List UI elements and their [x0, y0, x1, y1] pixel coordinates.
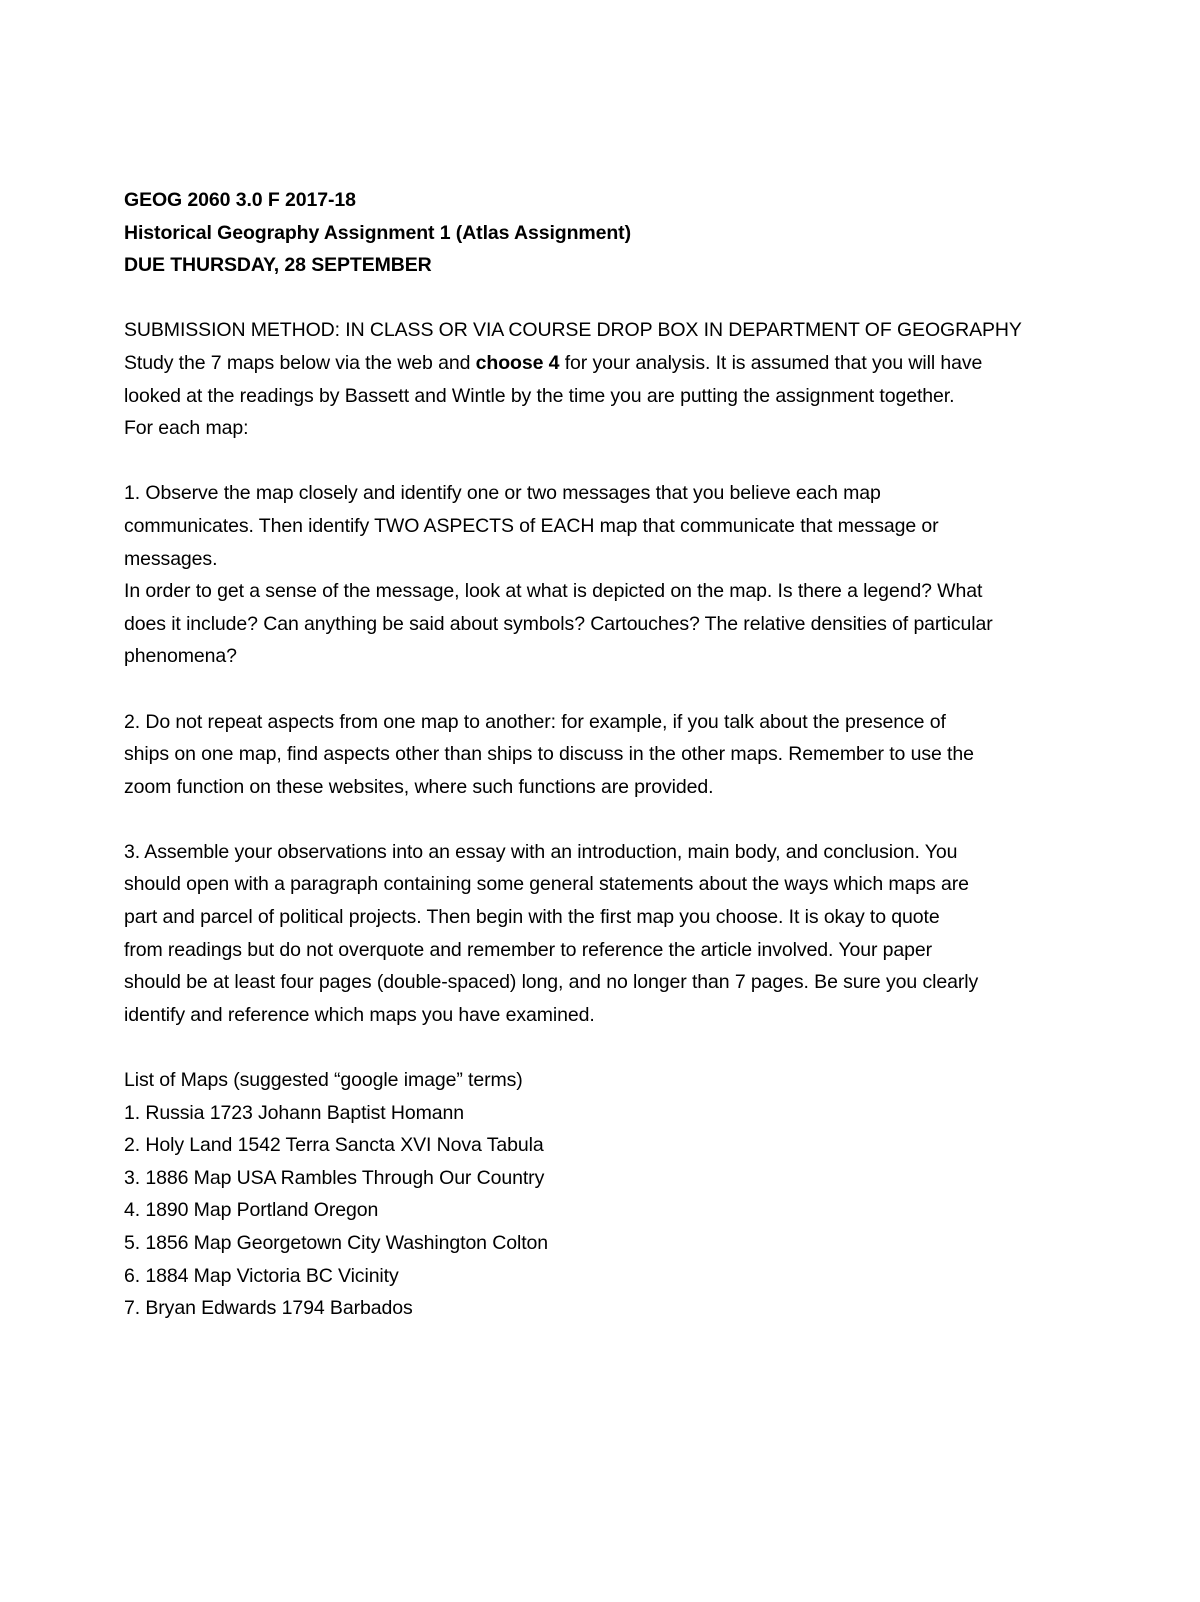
assignment-title: Historical Geography Assignment 1 (Atlas Assignment)	[124, 221, 631, 244]
study-text-pre: Study the 7 maps below via the web and	[124, 351, 476, 374]
instruction-3-line: part and parcel of political projects. Then begin with the first map you choose. It is okay to quote	[124, 906, 940, 929]
due-date: DUE THURSDAY, 28 SEPTEMBER	[124, 254, 432, 277]
instruction-1-line: In order to get a sense of the message, look at what is depicted on the map. Is there a legend? What	[124, 580, 983, 603]
spacer	[124, 673, 1084, 706]
spacer	[124, 282, 1084, 315]
instruction-3-line: from readings but do not overquote and remember to reference the article involved. Your paper	[124, 938, 933, 961]
spacer	[124, 445, 1084, 478]
spacer	[124, 1031, 1084, 1064]
for-each-map: For each map:	[124, 417, 249, 440]
map-list-item: 1. Russia 1723 Johann Baptist Homann	[124, 1101, 465, 1124]
instruction-3-line: 3. Assemble your observations into an essay with an introduction, main body, and conclusion. You	[124, 840, 958, 863]
instruction-1-line: phenomena?	[124, 645, 237, 668]
map-list-heading: List of Maps (suggested “google image” terms)	[124, 1069, 523, 1092]
map-list	[124, 1064, 1084, 1325]
instruction-3-line: should be at least four pages (double-spaced) long, and no longer than 7 pages. Be sure you clearly	[124, 971, 979, 994]
map-list-item: 3. 1886 Map USA Rambles Through Our Country	[124, 1166, 545, 1189]
instruction-2-line: ships on one map, find aspects other than ships to discuss in the other maps. Remember to use the	[124, 743, 974, 766]
study-instruction	[124, 347, 1084, 380]
instruction-1-line: communicates. Then identify TWO ASPECTS of EACH map that communicate that message or	[124, 514, 939, 537]
readings-note: looked at the readings by Bassett and Wintle by the time you are putting the assignment together.	[124, 384, 955, 407]
instruction-1-line: 1. Observe the map closely and identify one or two messages that you believe each map	[124, 482, 881, 505]
document-body	[124, 184, 1084, 1325]
map-list-item: 2. Holy Land 1542 Terra Sancta XVI Nova Tabula	[124, 1134, 544, 1157]
instruction-3	[124, 836, 1084, 1032]
instruction-1	[124, 477, 1084, 673]
study-text-bold: choose 4	[475, 351, 560, 374]
map-list-item: 5. 1856 Map Georgetown City Washington Colton	[124, 1232, 549, 1254]
instruction-1-line: does it include? Can anything be said about symbols? Cartouches? The relative densities of particular	[124, 612, 993, 635]
submission-method: SUBMISSION METHOD: IN CLASS OR VIA COURSE DROP BOX IN DEPARTMENT OF GEOGRAPHY	[124, 319, 1022, 342]
instruction-1-line: messages.	[124, 547, 218, 570]
instruction-2-line: 2. Do not repeat aspects from one map to another: for example, if you talk about the presence of	[124, 710, 946, 733]
instruction-3-line: identify and reference which maps you have examined.	[124, 1003, 595, 1026]
instruction-2-line: zoom function on these websites, where such functions are provided.	[124, 775, 714, 798]
map-list-item: 6. 1884 Map Victoria BC Vicinity	[124, 1264, 399, 1287]
spacer	[124, 803, 1084, 836]
instruction-2	[124, 706, 1084, 804]
map-list-item: 7. Bryan Edwards 1794 Barbados	[124, 1297, 413, 1320]
study-text-post: for your analysis. It is assumed that you will have	[559, 351, 983, 374]
instruction-3-line: should open with a paragraph containing some general statements about the ways which maps are	[124, 873, 969, 896]
map-list-item: 4. 1890 Map Portland Oregon	[124, 1199, 379, 1222]
course-code: GEOG 2060 3.0 F 2017-18	[124, 189, 356, 211]
